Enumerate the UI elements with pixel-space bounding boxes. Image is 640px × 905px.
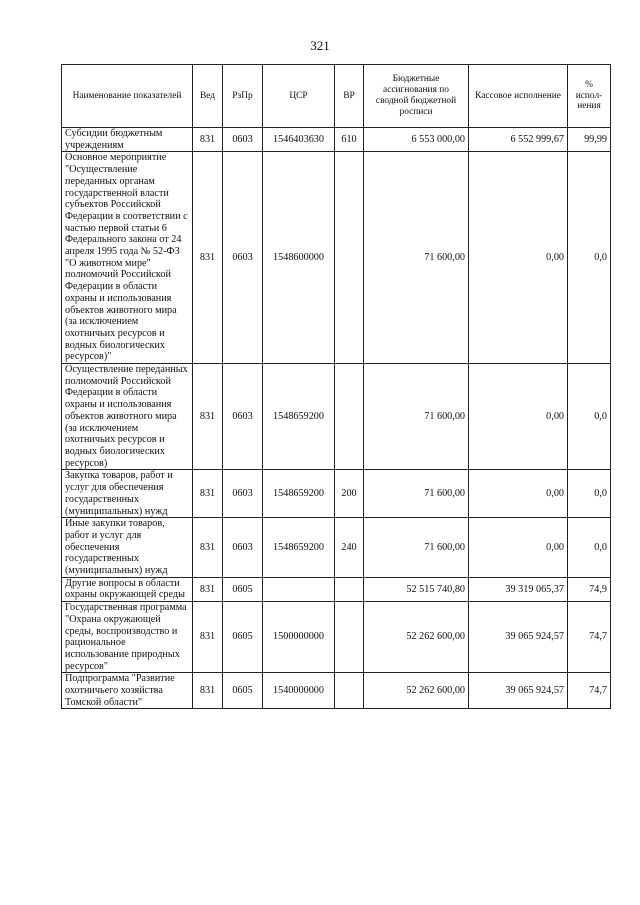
row-percent: 0,0: [568, 364, 611, 470]
header-ved: Вед: [193, 65, 223, 128]
row-budget: 71 600,00: [364, 364, 469, 470]
row-budget: 71 600,00: [364, 470, 469, 518]
row-rzpr: 0603: [223, 518, 263, 578]
row-csr: 1546403630: [263, 128, 335, 152]
header-budget: Бюджетные ассигнования по сводной бюджетной росписи: [364, 65, 469, 128]
row-percent: 0,0: [568, 518, 611, 578]
row-budget: 52 262 600,00: [364, 602, 469, 673]
row-vr: [335, 364, 364, 470]
row-vr: 610: [335, 128, 364, 152]
row-csr: 1548659200: [263, 518, 335, 578]
row-budget: 71 600,00: [364, 518, 469, 578]
row-ved: 831: [193, 470, 223, 518]
row-name: Закупка товаров, работ и услуг для обеспечения государственных (муниципальных) нужд: [62, 470, 193, 518]
header-cash: Кассовое исполнение: [469, 65, 568, 128]
row-cash: 6 552 999,67: [469, 128, 568, 152]
row-ved: 831: [193, 364, 223, 470]
row-vr: 200: [335, 470, 364, 518]
row-percent: 0,0: [568, 152, 611, 364]
row-percent: 74,9: [568, 577, 611, 601]
row-ved: 831: [193, 673, 223, 709]
row-percent: 74,7: [568, 602, 611, 673]
row-csr: 1548659200: [263, 364, 335, 470]
row-percent: 0,0: [568, 470, 611, 518]
row-ved: 831: [193, 577, 223, 601]
row-ved: 831: [193, 128, 223, 152]
table-row: [62, 673, 611, 709]
row-csr: 1540000000: [263, 673, 335, 709]
row-rzpr: 0603: [223, 364, 263, 470]
row-rzpr: 0603: [223, 128, 263, 152]
row-cash: 0,00: [469, 152, 568, 364]
row-ved: 831: [193, 518, 223, 578]
row-cash: 39 065 924,57: [469, 673, 568, 709]
row-name: Другие вопросы в области охраны окружающей среды: [62, 577, 193, 601]
row-name: Субсидии бюджетным учреждениям: [62, 128, 193, 152]
row-name: Иные закупки товаров, работ и услуг для обеспечения государственных (муниципальных) нужд: [62, 518, 193, 578]
row-budget: 6 553 000,00: [364, 128, 469, 152]
row-name: Подпрограмма "Развитие охотничьего хозяйства Томской области": [62, 673, 193, 709]
row-csr: 1548600000: [263, 152, 335, 364]
row-vr: [335, 673, 364, 709]
row-vr: [335, 602, 364, 673]
header-percent: % испол-нения: [568, 65, 611, 128]
row-budget: 52 262 600,00: [364, 673, 469, 709]
row-cash: 39 319 065,37: [469, 577, 568, 601]
header-rzpr: РзПр: [223, 65, 263, 128]
row-name: Осуществление переданных полномочий Российской Федерации в области охраны и использования объектов животного мира (за исключением охотничьих ресурсов и водных биологических ресурсов): [62, 364, 193, 470]
row-percent: 99,99: [568, 128, 611, 152]
table-row: [62, 128, 611, 152]
row-rzpr: 0605: [223, 673, 263, 709]
row-cash: 39 065 924,57: [469, 602, 568, 673]
row-budget: 52 515 740,80: [364, 577, 469, 601]
row-rzpr: 0603: [223, 152, 263, 364]
table-row: [62, 518, 611, 578]
header-vr: ВР: [335, 65, 364, 128]
budget-execution-table: [61, 64, 611, 709]
row-ved: 831: [193, 152, 223, 364]
row-vr: 240: [335, 518, 364, 578]
row-csr: 1500000000: [263, 602, 335, 673]
row-cash: 0,00: [469, 518, 568, 578]
row-cash: 0,00: [469, 470, 568, 518]
row-rzpr: 0603: [223, 470, 263, 518]
table-row: [62, 152, 611, 364]
page-number: 321: [310, 38, 330, 53]
row-name: Государственная программа "Охрана окружающей среды, воспроизводство и рациональное использование природных ресурсов": [62, 602, 193, 673]
table-row: [62, 364, 611, 470]
table-row: [62, 577, 611, 601]
header-name: Наименование показателей: [62, 65, 193, 128]
row-rzpr: 0605: [223, 577, 263, 601]
row-cash: 0,00: [469, 364, 568, 470]
row-ved: 831: [193, 602, 223, 673]
table-row: [62, 602, 611, 673]
table-row: [62, 470, 611, 518]
table-header-row: [62, 65, 611, 128]
row-csr: [263, 577, 335, 601]
header-csr: ЦСР: [263, 65, 335, 128]
row-vr: [335, 577, 364, 601]
row-budget: 71 600,00: [364, 152, 469, 364]
row-csr: 1548659200: [263, 470, 335, 518]
row-name: Основное мероприятие "Осуществление переданных органам государственной власти субъектов Российской Федерации в соответствии с частью первой статьи 6 Федерального закона от 24 апреля 1995 года № 52-ФЗ "О животном мире" полномочий Российской Федерации в области охраны и использования объектов животного мира (за исключением охотничьих ресурсов и водных биологических ресурсов)": [62, 152, 193, 364]
row-vr: [335, 152, 364, 364]
row-rzpr: 0605: [223, 602, 263, 673]
row-percent: 74,7: [568, 673, 611, 709]
